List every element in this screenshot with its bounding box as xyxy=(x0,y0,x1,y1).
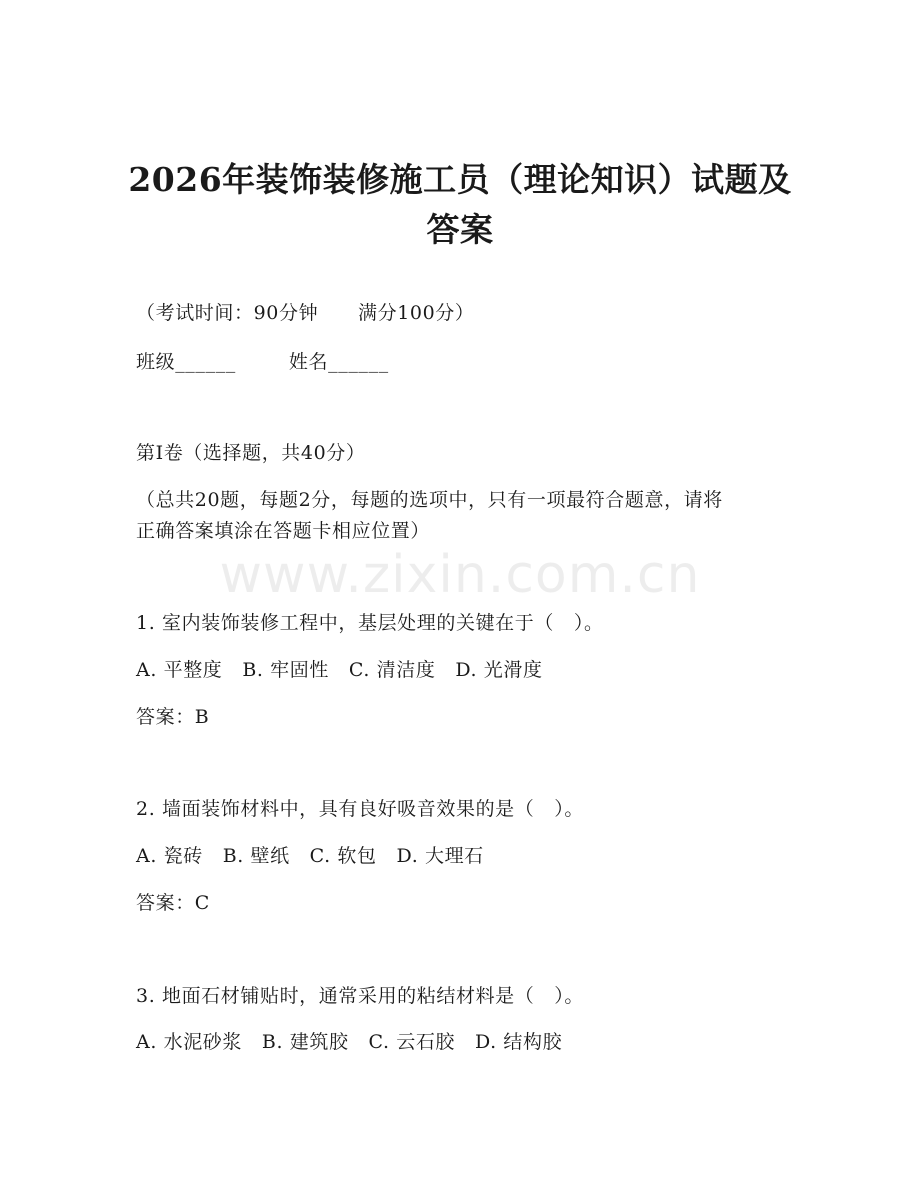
document-title-line-1: 2026年装饰装修施工员（理论知识）试题及 xyxy=(128,160,792,199)
document-title-line-2: 答案 xyxy=(426,210,494,249)
question-1-answer: 答案：B xyxy=(136,706,210,728)
class-name-fields: 班级______ 姓名______ xyxy=(136,351,389,373)
question-1-options: A. 平整度 B. 牢固性 C. 清洁度 D. 光滑度 xyxy=(136,659,543,681)
question-2-options: A. 瓷砖 B. 壁纸 C. 软包 D. 大理石 xyxy=(136,845,484,867)
section-heading: 第I卷（选择题，共40分） xyxy=(136,442,366,464)
exam-info: （考试时间：90分钟 满分100分） xyxy=(136,302,475,324)
question-2-stem: 2. 墙面装饰材料中，具有良好吸音效果的是（ ）。 xyxy=(136,798,584,820)
question-1-stem: 1. 室内装饰装修工程中，基层处理的关键在于（ ）。 xyxy=(136,612,604,634)
question-3-options: A. 水泥砂浆 B. 建筑胶 C. 云石胶 D. 结构胶 xyxy=(136,1031,563,1053)
question-2-answer: 答案：C xyxy=(136,892,210,914)
watermark: www.zixin.com.cn xyxy=(219,545,701,605)
instructions-line-1: （总共20题，每题2分，每题的选项中，只有一项最符合题意，请将 xyxy=(136,489,723,511)
instructions-line-2: 正确答案填涂在答题卡相应位置） xyxy=(136,520,431,542)
question-3-stem: 3. 地面石材铺贴时，通常采用的粘结材料是（ ）。 xyxy=(136,985,584,1007)
